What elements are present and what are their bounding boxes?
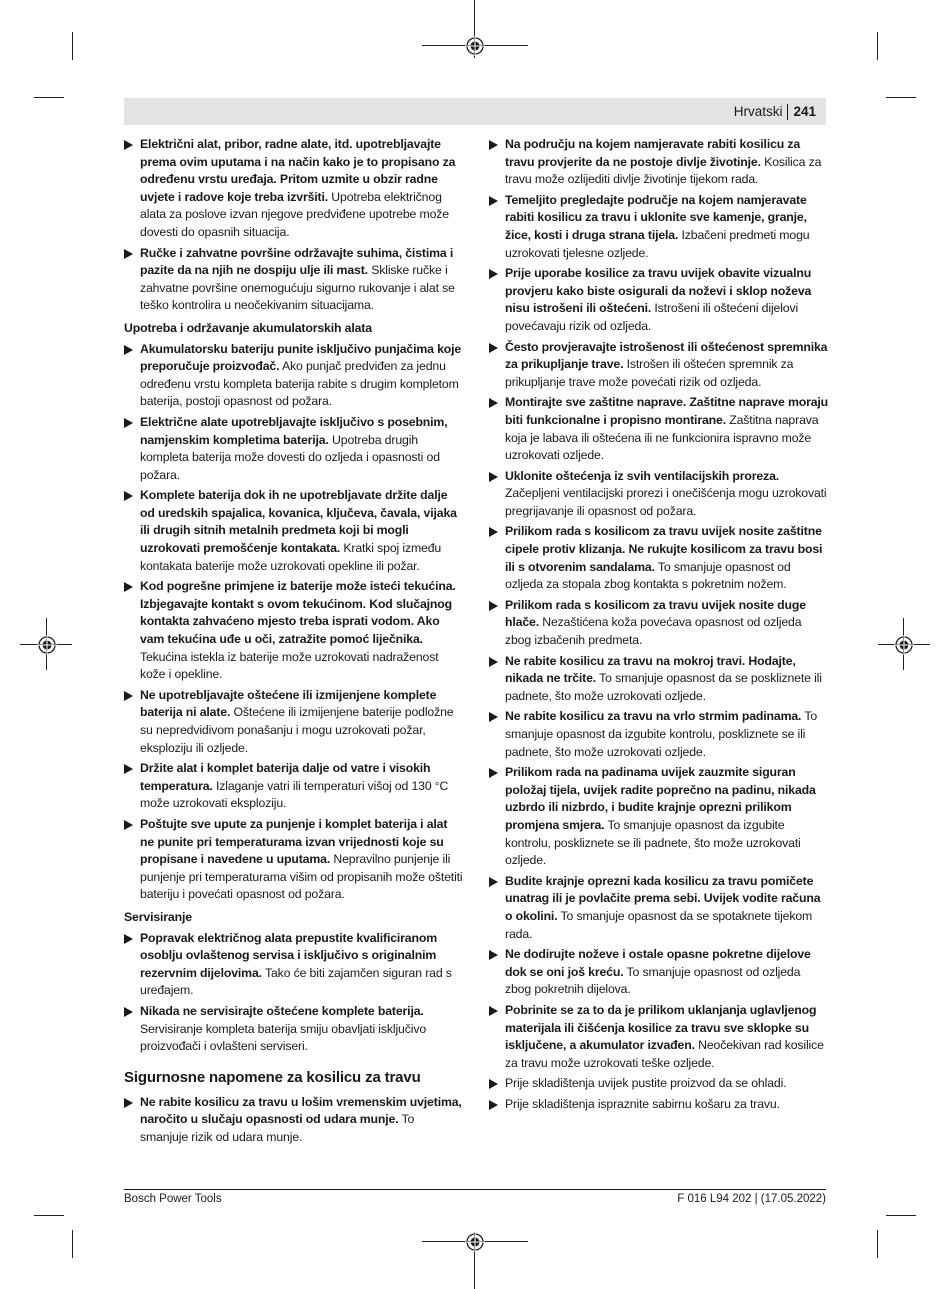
crop-mark-right-hline-bottom [886, 1215, 916, 1216]
item-text: To smanjuje opasnost da se poskliznete ili padnete, što može uzrokovati ozljede. [505, 671, 822, 703]
bullet-arrow-icon [489, 140, 498, 150]
list-item [489, 1002, 829, 1072]
bullet-arrow-icon [124, 820, 133, 830]
list-item [489, 597, 829, 650]
item-bold-text: Prilikom rada s kosilicom za travu uvijek nosite duge hlače. [505, 597, 806, 630]
list-item [124, 414, 464, 484]
registration-mark-left-icon [37, 635, 57, 655]
list-item [124, 816, 464, 904]
crop-mark-top-right [877, 32, 878, 60]
crop-mark-bottom-left [72, 1230, 73, 1258]
item-text: Neočekivan rad kosilice za travu može uzrokovati teške ozljede. [505, 1038, 824, 1070]
left-column [124, 136, 464, 1149]
item-bold-text: Ručke i zahvatne površine održavajte suhima, čistima i pazite da na njih ne dospiju ulje ili mast. [140, 245, 454, 278]
bullet-arrow-icon [489, 712, 498, 722]
list-item [489, 265, 829, 335]
item-bold-text: Pobrinite se za to da je prilikom uklanjanja uglavljenog materijala ili čišćenja kosilice za travu sve sklopke su isključene, a akumulator izvađen. [505, 1002, 817, 1053]
item-bold-text: Temeljito pregledajte područje na kojem namjeravate rabiti kosilicu za travu i uklonite sve kamenje, granje, žice, kosti i druga strana tijela. [505, 192, 807, 242]
bullet-arrow-icon [124, 582, 133, 592]
bullet-arrow-icon [489, 343, 498, 353]
crop-mark-top-left [72, 32, 73, 60]
item-text: Servisiranje kompleta baterija smiju obavljati isključivo proizvođači i ovlašteni serviseri. [140, 1021, 427, 1054]
item-text: Nepravilno punjenje ili punjenje pri temperaturama višim od propisanih može oštetiti bateriju i povećati opasnost od požara. [140, 852, 463, 902]
list-item [489, 708, 829, 761]
bullet-arrow-icon [489, 877, 498, 887]
page-number: 241 [793, 104, 816, 119]
item-bold-text: Komplete baterija dok ih ne upotrebljavate držite dalje od uredskih spajalica, kovanica, ključeva, čavala, vijaka ili drugih sitnih metalnih predmeta koji bi mogli uzrokovati premošćenje kontakata. [140, 488, 457, 556]
bullet-arrow-icon [489, 398, 498, 408]
bullet-arrow-icon [124, 764, 133, 774]
bullet-arrow-icon [489, 472, 498, 482]
item-text: Tako će biti zajamčen siguran rad s uređajem. [140, 965, 452, 998]
subheading-servicing: Servisiranje [124, 909, 192, 924]
item-text: Upotreba drugih kompleta baterija može dovesti do ozljeda i opasnosti od požara. [140, 432, 440, 482]
item-bold-text: Držite alat i komplet baterija dalje od vatre i visokih temperatura. [140, 761, 431, 793]
item-bold-text: Popravak električnog alata prepustite kvalificiranom osoblju ovlaštenog servisa i isključivo s originalnim rezervnim dijelovima. [140, 930, 438, 980]
list-item [489, 136, 829, 189]
item-bold-text: Nikada ne servisirajte oštećene komplete baterija. [140, 1003, 424, 1018]
list-item [124, 1094, 464, 1147]
item-bold-text: Akumulatorsku bateriju punite isključivo punjačima koje preporučuje proizvođač. [140, 341, 462, 374]
item-bold-text: Ne rabite kosilicu za travu na mokroj travi. Hodajte, nikada ne trčite. [505, 653, 796, 686]
subheading-battery-tools: Upotreba i održavanje akumulatorskih alata [124, 320, 372, 335]
list-item [124, 341, 464, 411]
item-bold-text: Ne upotrebljavajte oštećene ili izmijenjene komplete baterija ni alate. [140, 687, 437, 720]
bullet-arrow-icon [124, 345, 133, 355]
registration-mark-bottom-icon [465, 1232, 485, 1252]
crop-mark-left-hline-bottom [34, 1215, 64, 1216]
right-column [489, 136, 829, 1116]
item-text: Nezaštićena koža povećava opasnost od ozljeda zbog izbačenih predmeta. [505, 615, 802, 648]
list-item [489, 873, 829, 943]
item-text: Skliske ručke i zahvatne površine onemogućuju sigurno rukovanje i alat se teško kontrolira u neočekivanim situacijama. [140, 263, 455, 313]
item-text: Istrošeni ili oštećeni dijelovi povećavaju rizik od ozljeda. [505, 301, 799, 333]
bullet-arrow-icon [489, 657, 498, 667]
bullet-arrow-icon [489, 768, 498, 778]
bullet-arrow-icon [489, 1100, 498, 1110]
item-text: Prije skladištenja uvijek pustite proizvod da se ohladi. [505, 1076, 787, 1091]
bullet-arrow-icon [124, 1007, 133, 1017]
item-text: Izlaganje vatri ili temperaturi višoj od 130 °C može uzrokovati eksploziju. [140, 778, 449, 811]
item-bold-text: Električne alate upotrebljavajte isključivo s posebnim, namjenskim kompletima baterija. [140, 414, 448, 447]
item-text: Izbačeni predmeti mogu uzrokovati tjelesne ozljede. [505, 227, 810, 260]
item-text: Oštećene ili izmijenjene baterije podložne su nepredvidivom ponašanju i mogu uzrokovati požar, eksploziju ili ozljede. [140, 705, 454, 755]
bullet-arrow-icon [124, 491, 133, 501]
list-item [124, 1003, 464, 1056]
bullet-arrow-icon [489, 196, 498, 206]
item-text: Kratki spoj između kontakata baterije može uzrokovati opekline ili požar. [140, 541, 442, 573]
item-bold-text: Često provjeravajte istrošenost ili oštećenost spremnika za prikupljanje trave. [505, 339, 828, 372]
list-item [489, 1096, 829, 1114]
crop-mark-left-hline-top [34, 97, 64, 98]
footer-rule [124, 1189, 826, 1190]
item-bold-text: Prilikom rada s kosilicom za travu uvijek nosite zaštitne cipele protiv klizanja. Ne rukujte kosilicom za travu bosi ili s otvorenim sandalama. [505, 524, 823, 574]
list-item [489, 764, 829, 870]
item-bold-text: Ne rabite kosilicu za travu u lošim vremenskim uvjetima, naročito u slučaju opasnosti od udara munje. [140, 1094, 462, 1127]
list-item [124, 578, 464, 684]
item-bold-text: Uklonite oštećenja iz svih ventilacijskih proreza. [505, 468, 780, 483]
bullet-arrow-icon [124, 249, 133, 259]
header-language: Hrvatski [733, 104, 783, 119]
list-item [489, 523, 829, 593]
bullet-arrow-icon [489, 950, 498, 960]
list-item [489, 1075, 829, 1093]
item-bold-text: Prilikom rada na padinama uvijek zauzmite siguran položaj tijela, uvijek radite poprečno na padinu, nikada uzbrdo ili nizbrdo, i budite krajnje oprezni prilikom promjena smjera. [505, 765, 816, 832]
item-text: Začepljeni ventilacijski prorezi i onečišćenja mogu uzrokovati pregrijavanje ili opasnost od požara. [505, 486, 827, 518]
bullet-arrow-icon [124, 1098, 133, 1108]
item-bold-text: Ne dodirujte noževe i ostale opasne pokretne dijelove dok se oni još kreću. [505, 947, 811, 979]
header-separator [787, 104, 788, 120]
list-item [124, 245, 464, 315]
item-text: To smanjuje opasnost od ozljeda za stopala zbog kontakta s pokretnim nožem. [505, 559, 791, 592]
item-text: Zaštitna naprava koja je labava ili oštećena ili ne funkcionira ispravno može uzrokovati ozljede. [505, 412, 819, 463]
item-text: To smanjuje rizik od udara munje. [140, 1112, 415, 1144]
list-item [489, 468, 829, 521]
item-bold-text: Budite krajnje oprezni kada kosilicu za travu pomičete unatrag ili je povlačite prema sebi. Uvijek vodite računa o okolini. [505, 873, 821, 923]
list-item [124, 687, 464, 757]
list-item [489, 192, 829, 262]
registration-mark-right-icon [894, 635, 914, 655]
list-item [124, 930, 464, 1000]
bullet-arrow-icon [489, 1079, 498, 1089]
item-text: Kosilica za travu može ozlijediti divlje životinje tijekom rada. [505, 154, 822, 187]
header-band [124, 98, 826, 125]
item-bold-text: Montirajte sve zaštitne naprave. Zaštitne naprave moraju biti funkcionalne i propisno montirane. [505, 395, 829, 427]
list-item [489, 339, 829, 392]
item-bold-text: Prije uporabe kosilice za travu uvijek obavite vizualnu provjeru kako biste osigurali da noževi i sklop noževa nisu istrošeni ili oštećeni. [505, 266, 812, 316]
list-item [489, 394, 829, 464]
list-item [489, 653, 829, 706]
bullet-arrow-icon [124, 140, 133, 150]
item-text: Istrošen ili oštećen spremnik za prikupljanje trave može povećati rizik od ozljeda. [505, 357, 794, 389]
item-text: To smanjuje opasnost od ozljeda zbog pokretnih dijelova. [505, 964, 801, 997]
item-bold-text: Ne rabite kosilicu za travu na vrlo strmim padinama. [505, 709, 802, 724]
item-text: Prije skladištenja ispraznite sabirnu košaru za travu. [505, 1096, 780, 1111]
registration-mark-top-icon [465, 36, 485, 56]
item-text: Ako punjač predviđen za jednu određenu vrstu kompleta baterija rabite s drugim kompletom baterija, postoji opasnost od požara. [140, 359, 459, 409]
bullet-arrow-icon [489, 1006, 498, 1016]
item-text: To smanjuje opasnost da se spotaknete tijekom rada. [505, 908, 813, 941]
list-item [124, 136, 464, 242]
bullet-arrow-icon [124, 418, 133, 428]
item-text: Tekućina istekla iz baterije može uzrokovati nadraženost kože i opekline. [140, 649, 439, 682]
list-item [489, 946, 829, 999]
item-bold-text: Poštujte sve upute za punjenje i komplet baterija i alat ne punite pri temperaturama izvan vrijednosti koje su propisane i navedene u uputama. [140, 816, 448, 867]
footer-brand: Bosch Power Tools [124, 1193, 222, 1205]
section-title: Sigurnosne napomene za kosilicu za travu [124, 1068, 421, 1086]
list-item [124, 487, 464, 575]
bullet-arrow-icon [124, 691, 133, 701]
bullet-arrow-icon [124, 934, 133, 944]
footer-doc-id: F 016 L94 202 | (17.05.2022) [677, 1193, 826, 1205]
crop-mark-bottom-right [877, 1230, 878, 1258]
item-text: To smanjuje opasnost da izgubite kontrolu, poskliznete se ili padnete, što može uzrokovati ozljede. [505, 709, 818, 759]
item-text: To smanjuje opasnost da izgubite kontrolu, poskliznete se ili padnete, što može uzrokovati ozljede. [505, 817, 801, 868]
bullet-arrow-icon [489, 601, 498, 611]
crop-mark-right-hline-top [886, 97, 916, 98]
page-header [734, 102, 816, 122]
bullet-arrow-icon [489, 527, 498, 537]
item-bold-text: Električni alat, pribor, radne alate, itd. upotrebljavajte prema ovim uputama i na način kako je to propisano za određenu vrstu uređaja. Pritom uzmite u obzir radne uvjete i radove koje treba izvršiti. [140, 137, 456, 204]
item-bold-text: Na području na kojem namjeravate rabiti kosilicu za travu provjerite da ne postoje divlje životinje. [505, 137, 801, 169]
list-item [124, 760, 464, 813]
bullet-arrow-icon [489, 269, 498, 279]
item-text: Upotreba električnog alata za poslove izvan njegove predviđene upotrebe može dovesti do opasnih situacija. [140, 189, 449, 239]
item-bold-text: Kod pogrešne primjene iz baterije može isteći tekućina. Izbjegavajte kontakt s ovom tekućinom. Kod slučajnog kontakta zahvaćeno mjesto treba isprati vodom. Ako vam tekućina uđe u oči, zatražite pomoć liječnika. [140, 579, 456, 647]
